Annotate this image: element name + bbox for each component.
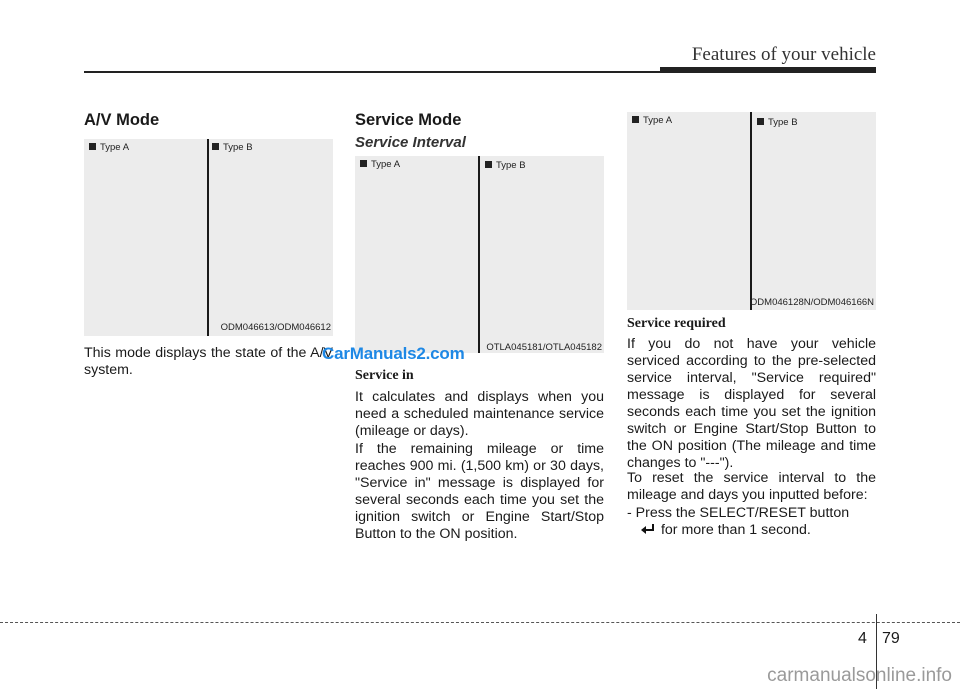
service-in-paragraph-2: If the remaining mileage or time reaches 900 mi. (1,500 km) or 30 days, "Service in" message is displayed for several seconds each time you set the ignition switch or Engine Start/Stop Button to the ON position. (355, 441, 604, 542)
square-bullet-icon (89, 143, 96, 150)
footer-site-link[interactable]: carmanualsonline.info (767, 665, 952, 686)
figure-divider (207, 139, 209, 336)
av-mode-heading: A/V Mode (84, 111, 160, 129)
figure-type-b-label: Type B (757, 117, 798, 128)
service-required-figure (627, 112, 876, 310)
enter-icon (639, 522, 657, 536)
service-required-paragraph-2: To reset the service interval to the mileage and days you inputted before: (627, 470, 876, 503)
reset-instruction (627, 505, 876, 539)
service-interval-subheading: Service Interval (355, 134, 466, 151)
square-bullet-icon (757, 118, 764, 125)
av-mode-figure (84, 139, 333, 336)
footer-rule (0, 622, 960, 623)
reset-instruction-suffix: for more than 1 second. (660, 522, 811, 538)
square-bullet-icon (485, 161, 492, 168)
figure-code: ODM046128N/ODM046166N (749, 297, 874, 308)
figure-type-a-label: Type A (632, 115, 672, 126)
square-bullet-icon (632, 116, 639, 123)
figure-code: ODM046613/ODM046612 (220, 322, 331, 333)
service-in-heading: Service in (355, 368, 414, 383)
watermark-link[interactable]: CarManuals2.com (322, 344, 465, 363)
av-mode-paragraph: This mode displays the state of the A/V system. (84, 345, 333, 378)
service-required-paragraph-1: If you do not have your vehicle serviced according to the pre-selected service interval, "Service required" message is displayed for several seconds each time you set the ignition switch or Engine Start/Stop Button to the ON position (The mileage and time changes to "---"). (627, 336, 876, 471)
figure-divider (478, 156, 480, 353)
figure-type-b-label: Type B (485, 160, 526, 171)
figure-divider (750, 112, 752, 310)
square-bullet-icon (360, 160, 367, 167)
figure-type-a-label: Type A (360, 159, 400, 170)
service-required-heading: Service required (627, 316, 726, 331)
chapter-number: 4 (858, 630, 867, 647)
service-mode-heading: Service Mode (355, 111, 462, 129)
square-bullet-icon (212, 143, 219, 150)
header-rule-accent (660, 67, 876, 73)
reset-instruction-prefix: - Press the SELECT/RESET button (627, 505, 850, 521)
figure-type-b-label: Type B (212, 142, 253, 153)
figure-code: OTLA045181/OTLA045182 (486, 342, 602, 353)
section-title: Features of your vehicle (691, 44, 876, 65)
figure-type-a-label: Type A (89, 142, 129, 153)
service-interval-figure (355, 156, 604, 353)
service-in-paragraph-1: It calculates and displays when you need a scheduled maintenance service (mileage or days). (355, 389, 604, 439)
page-number: 79 (882, 630, 900, 647)
